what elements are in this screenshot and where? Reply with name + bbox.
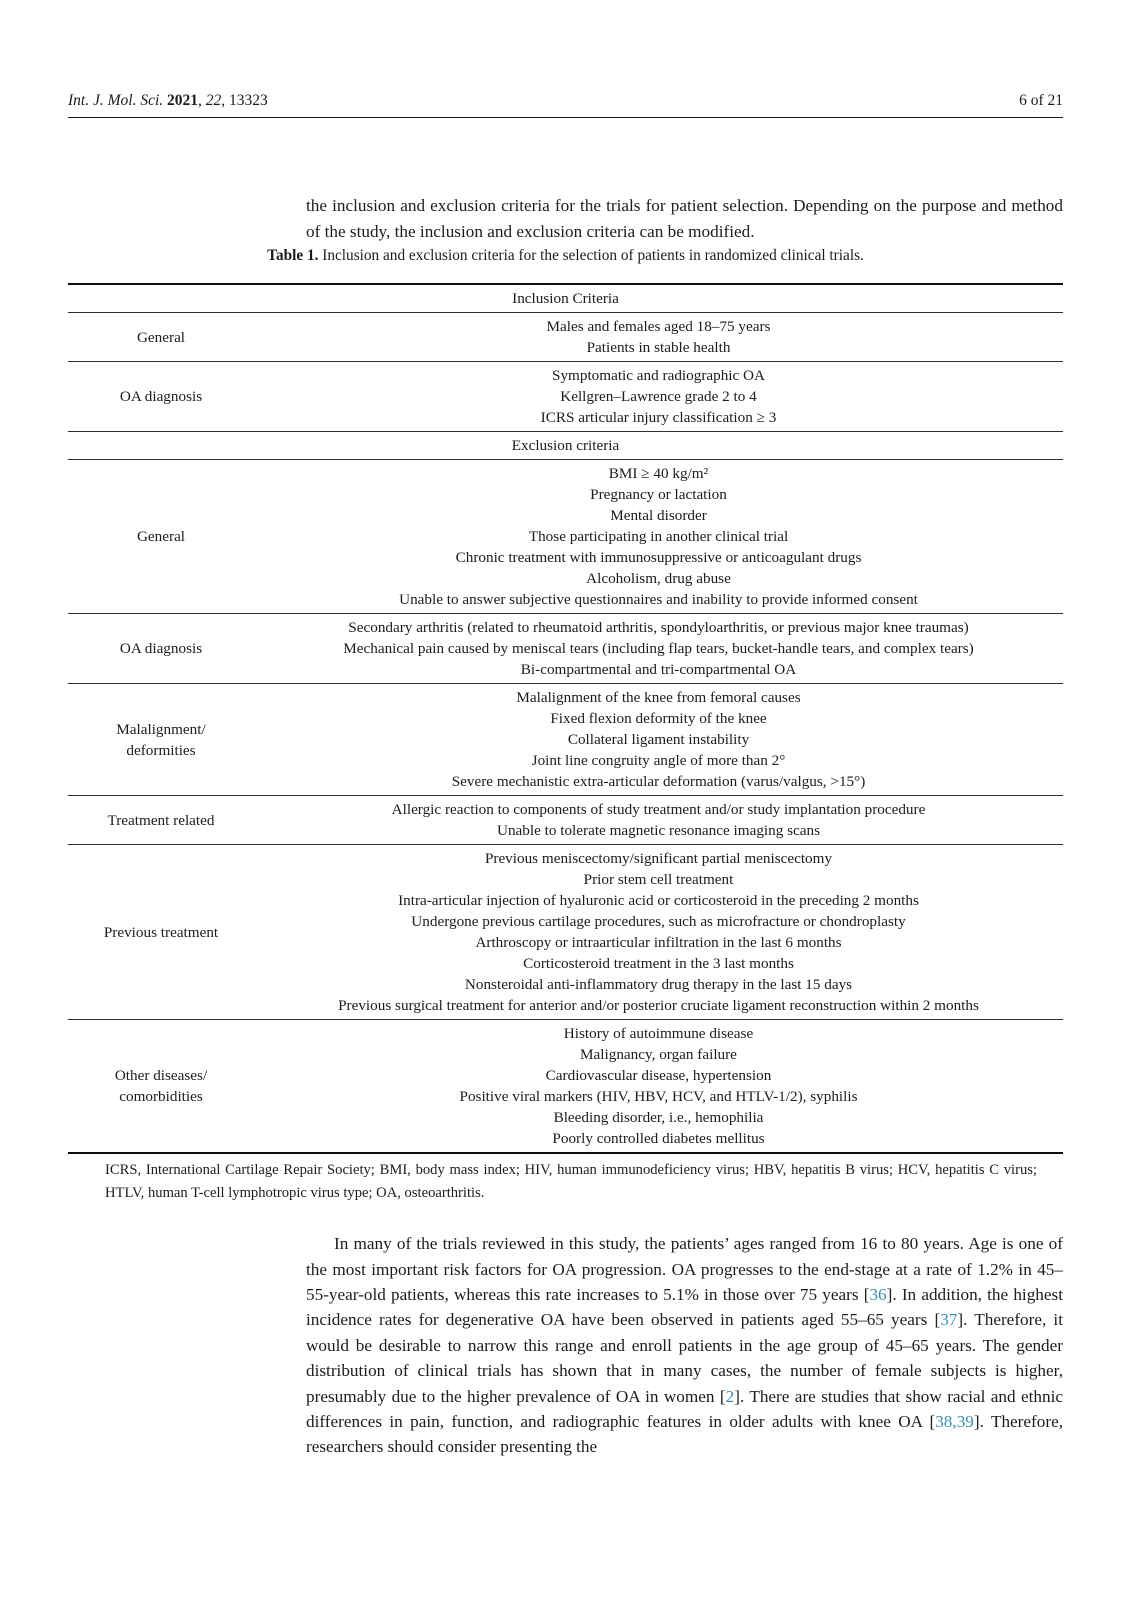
row-label: Previous treatment [103,923,219,941]
row-label: OA diagnosis [119,640,203,657]
exclusion-section-header: Exclusion criteria [68,432,1063,460]
table-caption-text: Inclusion and exclusion criteria for the selection of patients in randomized clinical trials. [318,247,864,264]
row-label: General [136,528,186,545]
journal-article-number: , 13323 [221,92,268,109]
table-footnote: ICRS, International Cartilage Repair Society; BMI, body mass index; HIV, human immunodeficiency virus; HBV, hepatitis B virus; HCV, hepatitis C virus; HTLV, human T-cell lymphotropic virus type; OA, osteoarthritis. [105,1162,1037,1201]
criteria-table [68,283,1063,1154]
citation-link-2[interactable]: 2 [725,1386,735,1406]
table-row-exclusion-general [68,460,1063,614]
row-label: General [136,328,186,346]
journal-citation: Int. J. Mol. Sci. 2021, 22, 13323 [68,92,268,109]
row-content: BMI ≥ 40 kg/m² Pregnancy or lactation Mental disorder Those participating in another clinical trial Chronic treatment with immunosuppressive or anticoagulant drugs Alcoholism, drug abuse Unable to answer subjective questionnaires and inability to provide informed consent [399,465,918,608]
row-content: Malalignment of the knee from femoral causes Fixed flexion deformity of the knee Collateral ligament instability Joint line congruity angle of more than 2° Severe mechanistic extra-articular deformation (varus/valgus, >15°) [451,689,866,790]
running-head [68,92,1063,110]
inclusion-section-header: Inclusion Criteria [68,285,1063,313]
row-content: Secondary arthritis (related to rheumatoid arthritis, spondyloarthritis, or previous major knee traumas) Mechanical pain caused by meniscal tears (including flap tears, bucket-handle tears, and complex tears) Bi-compartmental and tri-compartmental OA [343,619,974,678]
page-number: 6 of 21 [1019,92,1063,109]
body-text: ]. Therefore, researchers should consider presenting the [306,1412,1064,1457]
row-content: Symptomatic and radiographic OA Kellgren–Lawrence grade 2 to 4 ICRS articular injury classification ≥ 3 [540,367,777,426]
table-row-previous-treatment [68,845,1063,1020]
row-label: Malalignment/ deformities [116,720,206,759]
body-text: ]. In addition, the highest incidence rates for degenerative OA have been observed in patients aged 55–65 years [ [306,1285,1063,1330]
row-content: History of autoimmune disease Malignancy, organ failure Cardiovascular disease, hypertension Positive viral markers (HIV, HBV, HCV, and HTLV-1/2), syphilis Bleeding disorder, i.e., hemophilia Poorly controlled diabetes mellitus [459,1025,858,1147]
row-label: Other diseases/ comorbidities [114,1067,208,1105]
table-caption [68,247,1063,265]
row-content: Allergic reaction to components of study treatment and/or study implantation procedure Unable to tolerate magnetic resonance imaging scans [391,801,926,839]
row-label: Treatment related [107,811,215,829]
table-row-inclusion-oa-diagnosis [68,362,1063,432]
row-label: OA diagnosis [119,388,203,405]
table-caption-label: Table 1. [267,247,319,264]
intro-paragraph: the inclusion and exclusion criteria for the trials for patient selection. Depending on the purpose and method of the study, the inclusion and exclusion criteria can be modified. [306,196,1063,241]
journal-volume: 22 [205,92,222,109]
row-content: Previous meniscectomy/significant partial meniscectomy Prior stem cell treatment Intra-articular injection of hyaluronic acid or corticosteroid in the preceding 2 months Undergone previous cartilage procedures, such as microfracture or chondroplasty Arthroscopy or intraarticular infiltration in the last 6 months Corticosteroid treatment in the 3 last months Nonsteroidal anti-inflammatory drug therapy in the last 15 days Previous surgical treatment for anterior and/or posterior cruciate ligament reconstruction within 2 months [338,850,979,1014]
row-content: Males and females aged 18–75 years Patients in stable health [546,318,771,356]
body-paragraph [306,1231,1063,1460]
journal-year: 2021 [167,92,199,109]
table-row-malalignment-deformities [68,684,1063,796]
header-rule [68,117,1063,118]
citation-link-37[interactable]: 37 [940,1310,958,1330]
table-row-inclusion-general [68,313,1063,362]
body-text: ]. There are studies that show racial and ethnic differences in pain, function, and radiographic features in older adults with knee OA [ [306,1386,1063,1432]
journal-title: Int. J. Mol. Sci. [68,92,168,109]
citation-link-38-39[interactable]: 38,39 [935,1412,974,1432]
citation-link-36[interactable]: 36 [869,1285,887,1304]
body-text: ]. Therefore, it would be desirable to narrow this range and enroll patients in the age group of 45–65 years. The gender distribution of clinical trials has shown that in many cases, the number of female subjects is higher, presumably due to the higher prevalence of OA in women [ [306,1310,1063,1406]
table-row-other-diseases-comorbidities [68,1020,1063,1152]
table-row-exclusion-oa-diagnosis [68,614,1063,684]
body-text: In many of the trials reviewed in this study, the patients’ ages ranged from 16 to 80 years. Age is one of the most important risk factors for OA progression. OA progresses to the end-stage at a rate of 1.2% in 45–55-year-old patients, whereas this rate increases to 5.1% in those over 75 years [ [306,1234,1063,1304]
table-row-treatment-related [68,796,1063,845]
